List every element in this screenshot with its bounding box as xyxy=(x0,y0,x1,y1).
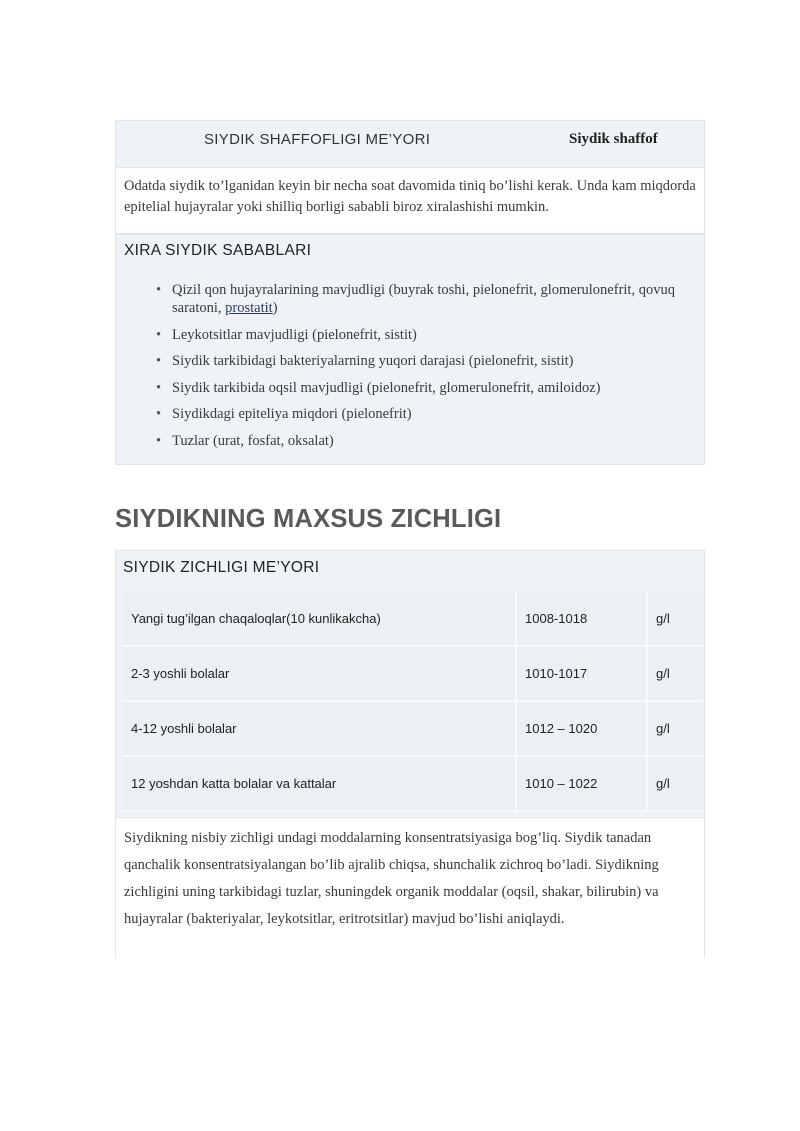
list-item-text: Qizil qon hujayralarining mavjudligi (buyrak toshi, pielonefrit, glomerulonefrit, qovuq saratoni, xyxy=(172,282,675,316)
age-group-cell: 4-12 yoshli bolalar xyxy=(123,701,516,756)
list-item: • Siydikdagi epiteliya miqdori (pielonefrit) xyxy=(156,405,686,423)
age-group-cell: Yangi tug’ilgan chaqaloqlar(10 kunlikakcha) xyxy=(123,592,516,646)
density-norm-title: SIYDIK ZICHLIGI ME’YORI xyxy=(123,559,320,576)
list-item xyxy=(156,281,686,317)
prostatit-link[interactable]: prostatit xyxy=(225,300,273,316)
table-row xyxy=(123,592,703,646)
density-range-cell: 1012 – 1020 xyxy=(516,701,647,756)
cloudy-urine-causes-box xyxy=(115,234,705,465)
table-row xyxy=(123,756,703,811)
clarity-description: Odatda siydik to’lganidan keyin bir necha soat davomida tiniq bo’lishi kerak. Unda kam miqdorda epitelial hujayralar yoki shilliq borligi sababli biroz xiralashishi mumkin. xyxy=(115,168,705,234)
list-item: • Siydik tarkibida oqsil mavjudligi (pielonefrit, glomerulonefrit, amiloidoz) xyxy=(156,379,686,397)
clarity-norm-value: Siydik shaffof xyxy=(569,131,658,147)
cloudy-causes-title: XIRA SIYDIK SABABLARI xyxy=(124,242,312,259)
density-description: Siydikning nisbiy zichligi undagi moddalarning konsentratsiyasiga bog’liq. Siydik tanadan qanchalik konsentratsiyalangan bo’lib ajralib chiqsa, shunchalik zichroq bo’ladi. Siydikning zichligini uning tarkibidagi tuzlar, shuningdek organik moddalar (oqsil, shakar, bilirubin) va hujayralar (bakteriyalar, leykotsitlar, eritrotsitlar) mavjud bo’lishi aniqlaydi. xyxy=(115,818,705,958)
age-group-cell: 2-3 yoshli bolalar xyxy=(123,646,516,701)
list-item: • Siydik tarkibidagi bakteriyalarning yuqori darajasi (pielonefrit, sistit) xyxy=(156,352,686,370)
list-item-text-tail: ) xyxy=(272,300,278,316)
list-item: • Tuzlar (urat, fosfat, oksalat) xyxy=(156,432,686,450)
density-range-cell: 1010-1017 xyxy=(516,646,647,701)
density-norm-table xyxy=(123,592,703,812)
density-norm-box xyxy=(115,550,705,818)
age-group-cell: 12 yoshdan katta bolalar va kattalar xyxy=(123,756,516,811)
table-row xyxy=(123,646,703,701)
table-row xyxy=(123,701,703,756)
list-item: • Leykotsitlar mavjudligi (pielonefrit, sistit) xyxy=(156,326,686,344)
unit-cell: g/l xyxy=(647,592,703,646)
section-heading: SIYDIKNING MAXSUS ZICHLIGI xyxy=(115,505,502,533)
unit-cell: g/l xyxy=(647,756,703,811)
density-range-cell: 1008-1018 xyxy=(516,592,647,646)
unit-cell: g/l xyxy=(647,646,703,701)
cloudy-causes-list xyxy=(156,281,686,458)
clarity-norm-title: SIYDIK SHAFFOFLIGI ME’YORI xyxy=(204,131,431,148)
clarity-norm-header xyxy=(115,120,705,168)
density-range-cell: 1010 – 1022 xyxy=(516,756,647,811)
unit-cell: g/l xyxy=(647,701,703,756)
